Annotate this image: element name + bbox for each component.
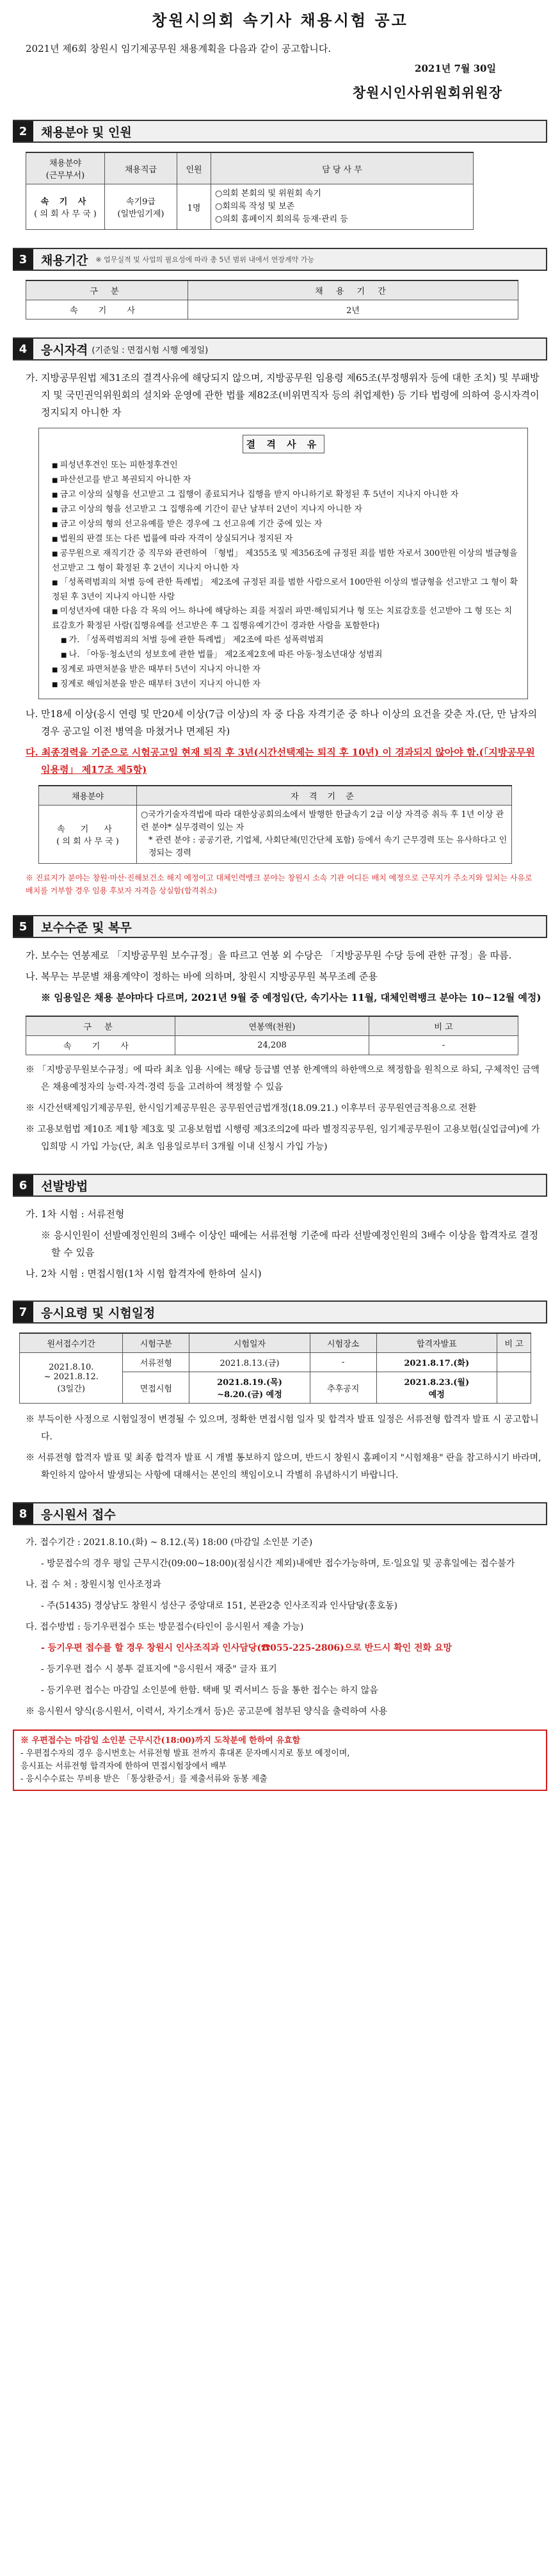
col-category: 구 분	[26, 1016, 175, 1036]
appointment-note: ※ 임용일은 채용 분야마다 다르며, 2021년 9월 중 예정임(단, 속기사는 11월, 대체인력뱅크 분야는 10~12월 예정)	[41, 992, 541, 1003]
list-item: ■ 금고 이상의 형의 선고유예를 받은 경우에 그 선고유예 기간 중에 있는 자	[52, 517, 518, 532]
apply-item: - 주(51435) 경상남도 창원시 성산구 중앙대로 151, 본관2층 인사조직과 인사담당(홍호동)	[41, 1601, 397, 1611]
table-cell: -	[310, 1353, 376, 1372]
postal-warning-box	[13, 1729, 547, 1791]
q-dept: ( 의 회 사 무 국 )	[56, 837, 119, 847]
apply-item: 가. 접수기간 : 2021.8.10.(화) ~ 8.12.(목) 18:00 (마감일 소인분 기준)	[26, 1537, 313, 1548]
section-number: 5	[13, 916, 33, 937]
list-item: ■ 「성폭력범죄의 처벌 등에 관한 특례법」 제2조에 규정된 죄를 범한 사람으로서 100만원 이상의 벌금형을 선고받고 그 형이 확정된 후 3년이 지나지 아니한 사람	[52, 576, 518, 604]
period-field: 속 기 사	[26, 300, 188, 320]
section-number: 7	[13, 1302, 33, 1322]
section-number: 2	[13, 121, 33, 142]
apply-item: - 등기우편 접수는 마감일 소인분에 한함. 택배 및 퀵서비스 등을 통한 접수는 하지 않음	[41, 1685, 378, 1696]
col-remarks: 비 고	[497, 1333, 531, 1353]
apply-item: 나. 접 수 처 : 창원시청 인사조정과	[26, 1580, 161, 1590]
qualification-na1: 나. 만18세 이상(응시 연령 및 만20세 이상(7급 이상)의 자 중 다음 자격기준 중 하나 이상의 요건을 갖춘 자.(단, 만 남자의 경우 공고일 이전 병역을 마쳤거나 면제된 자)	[26, 708, 538, 737]
list-item: ■ 피성년후견인 또는 피한정후견인	[52, 458, 518, 473]
table-cell: 면접시험	[123, 1372, 189, 1404]
section-8-header	[13, 1502, 547, 1525]
table-cell: 추후공지	[310, 1372, 376, 1404]
pay-note: ※ 시간선택제임기제공무원, 한시임기제공무원은 공무원연금법개정(18.09.21.) 이후부터 공무원연금적용으로 전환	[26, 1103, 477, 1114]
col-period: 채 용 기 간	[188, 280, 518, 300]
col-remarks: 비 고	[369, 1016, 518, 1036]
q-field: 속 기 사	[57, 825, 118, 834]
section-2-header	[13, 120, 547, 143]
section-subtitle: (기준일 : 면접시험 시행 예정일)	[92, 345, 209, 355]
col-duties: 담 당 사 무	[211, 152, 474, 184]
section-title: 채용기간	[41, 253, 88, 268]
schedule-note: ※ 부득이한 사정으로 시험일정이 변경될 수 있으며, 정확한 면접시험 일자 및 합격자 발표 일정은 서류전형 합격자 발표 시 공고합니다.	[26, 1414, 539, 1442]
section-title: 선발방법	[41, 1179, 88, 1194]
section-title: 응시원서 접수	[41, 1507, 116, 1522]
application-period: 2021.8.10. ~ 2021.8.12. (3일간)	[20, 1353, 123, 1404]
warning-line: 응시표는 서류전형 합격자에 한하여 면접시험장에서 배부	[20, 1762, 227, 1771]
duty-item: ○회의록 작성 및 보존	[215, 202, 295, 211]
section-title: 채용분야 및 인원	[41, 125, 132, 140]
q-criteria: ○국가기술자격법에 따라 대한상공회의소에서 발행한 한글속기 2급 이상 자격증 취득 후 1년 이상 관련 분야* 실무경력이 있는 자	[141, 810, 504, 832]
section-4-header	[13, 337, 547, 360]
pay-table	[26, 1016, 518, 1055]
schedule-note: ※ 서류전형 합격자 발표 및 최종 합격자 발표 시 개별 통보하지 않으며, 반드시 창원시 홈페이지 "시험채용" 란을 참고하시기 바라며, 확인하지 않아서 발생되는 사항에 대해서는 본인의 책임이오니 각별히 유념하시기 바랍니다.	[26, 1453, 541, 1480]
duty-item: ○의회 본회의 및 위원회 속기	[215, 189, 322, 198]
apply-item: - 방문접수의 경우 평일 근무시간(09:00~18:00)(점심시간 제외)내에만 접수가능하며, 토·일요일 및 공휴일에는 접수불가	[41, 1559, 515, 1569]
col-category: 구 분	[26, 280, 188, 300]
apply-item: - 등기우편 접수 시 봉투 겉표지에 "응시원서 재중" 글자 표기	[41, 1664, 277, 1674]
period-table	[26, 280, 518, 320]
apply-item: - 등기우편 접수를 할 경우 창원시 인사조직과 인사담당(☎055-225-2806)으로 반드시 확인 전화 요망	[41, 1643, 452, 1653]
section-number: 6	[13, 1175, 33, 1195]
list-item: ■ 파산선고를 받고 복권되지 아니한 자	[52, 473, 518, 488]
section-title: 보수수준 및 복무	[41, 920, 132, 935]
section-number: 8	[13, 1503, 33, 1524]
selection-ga: 가. 1차 시험 : 서류전형	[26, 1208, 125, 1220]
field-count: 1명	[177, 184, 211, 230]
qualification-na2: 다. 최종경력을 기준으로 시험공고일 현재 퇴직 후 3년(시간선택제는 퇴직 후 10년) 이 경과되지 않아야 함.(「지방공무원 임용령」 제17조 제5항)	[26, 747, 535, 775]
box-title: 결 격 사 유	[243, 435, 324, 453]
pay-note: ※ 「지방공무원보수규정」에 따라 최초 임용 시에는 해당 등급별 연봉 한계액의 하한액으로 책정함을 원칙으로 하되, 구체적인 금액은 채용예정자의 능력·자격·경력 등을 고려하여 책정할 수 있음	[26, 1065, 540, 1092]
col-type: 시험구분	[123, 1333, 189, 1353]
list-item: ■ 금고 이상의 형을 선고받고 그 집행유예 기간이 끝난 날부터 2년이 지나지 아니한 자	[52, 503, 518, 517]
section-3-header	[13, 248, 547, 271]
announcement-date: 2021년 7월 30일	[415, 63, 496, 74]
assignment-warning: ※ 진료지가 분야는 창원·마산·진해보건소 해지 예정이고 대체인력뱅크 분야는 창원시 소속 기관 어디든 배치 예정으로 근무지가 주소지와 일치는 사유로 배치를 거부할 경우 임용 후보자 자격을 상실함(합격취소)	[26, 873, 532, 895]
selection-note: ※ 응시인원이 선발예정인원의 3배수 이상인 때에는 서류전형 기준에 따라 선발예정인원의 3배수 이상을 합격자로 결정할 수 있음	[41, 1229, 539, 1258]
list-item: ■ 공무원으로 재직기간 중 직무와 관련하여 「형법」 제355조 및 제356조에 규정된 죄를 범한 자로서 300만원 이상의 벌금형을 선고받고 그 형이 확정된 후 2년이 지나지 아니한 자	[52, 547, 518, 576]
disqualification-list	[48, 458, 518, 692]
pay-na: 나. 복무는 부문별 채용계약이 정하는 바에 의하며, 창원시 지방공무원 복무조례 준용	[26, 971, 378, 982]
issuing-organization: 창원시인사위원회위원장	[352, 85, 502, 101]
announcement-page	[13, 0, 547, 1791]
col-place: 시험장소	[310, 1333, 376, 1353]
col-salary: 연봉액(천원)	[175, 1016, 369, 1036]
section-number: 3	[13, 249, 33, 270]
field-grade: 속기9급 (일반임기제)	[105, 184, 177, 230]
section-6-header	[13, 1174, 547, 1197]
warning-line: ※ 우편접수는 마감일 소인분 근무시간(18:00)까지 도착분에 한하여 유효함	[20, 1736, 301, 1746]
col-count: 인원	[177, 152, 211, 184]
list-item: ■ 미성년자에 대한 다음 각 목의 어느 하나에 해당하는 죄를 저질러 파면·해임되거나 형 또는 치료감호를 선고받아 그 형 또는 치료감호가 확정된 사람(집행유예를 선고받은 후 그 집행유예기간이 경과한 사람을 포함한다)	[52, 604, 518, 633]
col-announce: 합격자발표	[376, 1333, 497, 1353]
list-item: ■ 금고 이상의 실형을 선고받고 그 집행이 종료되거나 집행을 받지 아니하기로 확정된 후 5년이 지나지 아니한 자	[52, 488, 518, 503]
col-criteria: 자 격 기 준	[137, 786, 512, 806]
table-cell: 2021.8.23.(월) 예정	[376, 1372, 497, 1404]
schedule-table	[19, 1333, 531, 1404]
table-cell: 2021.8.17.(화)	[376, 1353, 497, 1372]
field-name: 속 기 사	[40, 197, 90, 207]
duty-item: ○의회 홈페이지 회의록 등재·관리 등	[215, 215, 348, 224]
list-item: ■ 가. 「성폭력범죄의 처벌 등에 관한 특례법」 제2조에 따른 성폭력범죄	[52, 633, 518, 648]
qualification-ga: 가. 지방공무원법 제31조의 결격사유에 해당되지 않으며, 지방공무원 임용령 제65조(부정행위자 등에 대한 조치) 및 부패방지 및 국민권익위원회의 설치와 운영에 관한 법률 제82조(비위면직자 등의 취업제한) 등 기타 법령에 의하여 응시자격이 정지되지 아니한 자	[26, 372, 540, 418]
col-field: 채용분야 (근무부서)	[26, 152, 105, 184]
pay-field: 속 기 사	[26, 1036, 175, 1055]
section-number: 4	[13, 339, 33, 359]
table-cell: 2021.8.19.(목) ~8.20.(금) 예정	[189, 1372, 310, 1404]
section-title: 응시요령 및 시험일정	[41, 1306, 156, 1320]
section-note: ※ 업무실적 및 사업의 필요성에 따라 총 5년 범위 내에서 연장계약 가능	[95, 255, 314, 264]
apply-item: 다. 접수방법 : 등기우편접수 또는 방문접수(타인이 응시원서 제출 가능)	[26, 1622, 304, 1632]
apply-item: ※ 응시원서 양식(응시원서, 이력서, 자기소개서 등)은 공고문에 첨부된 양식을 출력하여 사용	[26, 1706, 388, 1717]
table-cell: 서류전형	[123, 1353, 189, 1372]
page-title: 창원시의회 속기사 채용시험 공고	[152, 11, 408, 29]
section-5-header	[13, 915, 547, 938]
list-item: ■ 징계로 파면처분을 받은 때부터 5년이 지나지 아니한 자	[52, 663, 518, 677]
intro-text: 2021년 제6회 창원시 임기제공무원 채용계획을 다음과 같이 공고합니다.	[26, 43, 332, 54]
list-item: ■ 징계로 해임처분을 받은 때부터 3년이 지나지 아니한 자	[52, 677, 518, 692]
pay-ga: 가. 보수는 연봉제로 「지방공무원 보수규정」을 따르고 연봉 외 수당은 「지방공무원 수당 등에 관한 규정」을 따름.	[26, 950, 512, 961]
period-value: 2년	[188, 300, 518, 320]
pay-note: ※ 고용보험법 제10조 제1항 제3호 및 고용보험법 시행령 제3조의2에 따라 별정직공무원, 임기제공무원이 고용보험(실업급여)에 가입희망 시 가입 가능(단, 최초 임용일로부터 3개월 이내 신청시 가입 가능)	[26, 1124, 540, 1152]
table-cell: 2021.8.13.(금)	[189, 1353, 310, 1372]
table-cell	[497, 1353, 531, 1372]
q-criteria-note: * 관련 분야 : 공공기관, 기업체, 사회단체(민간단체 포함) 등에서 속기 근무경력 또는 유사하다고 인정되는 경력	[148, 836, 508, 858]
selection-na: 나. 2차 시험 : 면접시험(1차 시험 합격자에 한하여 실시)	[26, 1268, 262, 1279]
col-field: 채용분야	[39, 786, 137, 806]
list-item: ■ 법원의 판결 또는 다른 법률에 따라 자격이 상실되거나 정지된 자	[52, 532, 518, 547]
col-date: 시험일자	[189, 1333, 310, 1353]
section-title: 응시자격	[41, 343, 88, 357]
disqualification-box	[38, 428, 528, 699]
pay-amount: 24,208	[175, 1036, 369, 1055]
field-dept: ( 의 회 사 무 국 )	[34, 209, 97, 219]
warning-line: - 응시수수료는 무비용 받은 「통상환증서」를 제출서류와 동봉 제출	[20, 1774, 268, 1784]
list-item: ■ 나. 「아동·청소년의 성보호에 관한 법률」 제2조제2호에 따른 아동·청소년대상 성범죄	[52, 648, 518, 663]
col-period: 원서접수기간	[20, 1333, 123, 1353]
qualification-table	[38, 785, 512, 864]
pay-remark: -	[369, 1036, 518, 1055]
section-7-header	[13, 1300, 547, 1324]
col-grade: 채용직급	[105, 152, 177, 184]
recruitment-table	[26, 152, 474, 230]
table-cell	[497, 1372, 531, 1404]
warning-line: - 우편접수자의 경우 응시번호는 서류전형 발표 전까지 휴대폰 문자메시지로 통보 예정이며,	[20, 1749, 350, 1758]
